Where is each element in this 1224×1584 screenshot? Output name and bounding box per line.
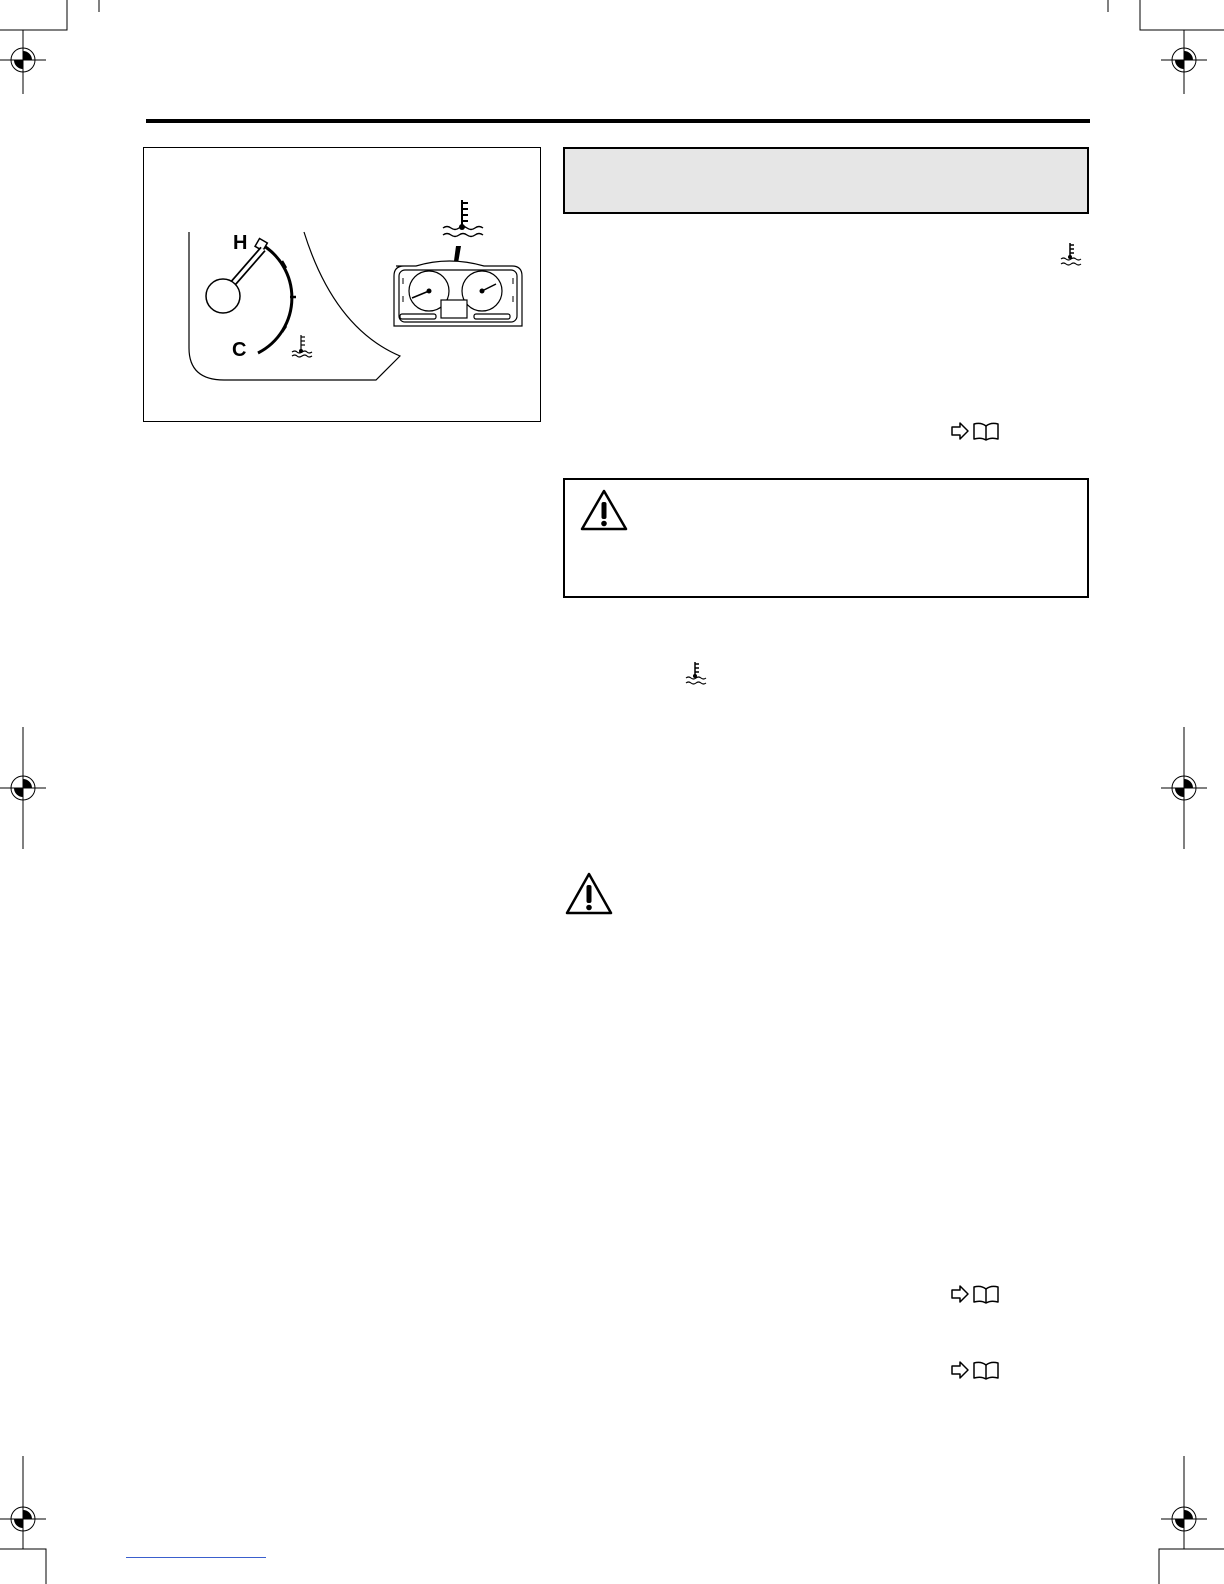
registration-mark-icon	[1161, 1456, 1207, 1549]
temperature-gauge-figure	[143, 147, 541, 422]
warning-triangle-icon	[564, 871, 614, 917]
registration-mark-icon	[0, 1456, 46, 1549]
warning-triangle-icon	[579, 488, 629, 532]
registration-mark-icon	[1161, 727, 1207, 849]
section-title-box	[563, 147, 1089, 214]
reference-arrow-book-icon[interactable]	[951, 420, 999, 442]
coolant-temperature-icon	[443, 200, 483, 237]
coolant-temperature-icon	[292, 335, 312, 357]
coolant-temperature-icon	[1059, 241, 1083, 267]
registration-mark-icon	[0, 727, 46, 849]
reference-arrow-book-icon[interactable]	[951, 1359, 999, 1381]
coolant-temperature-icon	[684, 660, 708, 686]
footer-link-underline[interactable]	[126, 1557, 266, 1558]
registration-mark-icon	[0, 30, 46, 94]
warning-box	[563, 478, 1089, 598]
reference-arrow-book-icon[interactable]	[951, 1283, 999, 1305]
gauge-hot-label: H	[233, 232, 248, 254]
header-rule	[146, 119, 1090, 123]
gauge-cold-label: C	[232, 339, 247, 361]
registration-mark-icon	[1161, 30, 1207, 94]
